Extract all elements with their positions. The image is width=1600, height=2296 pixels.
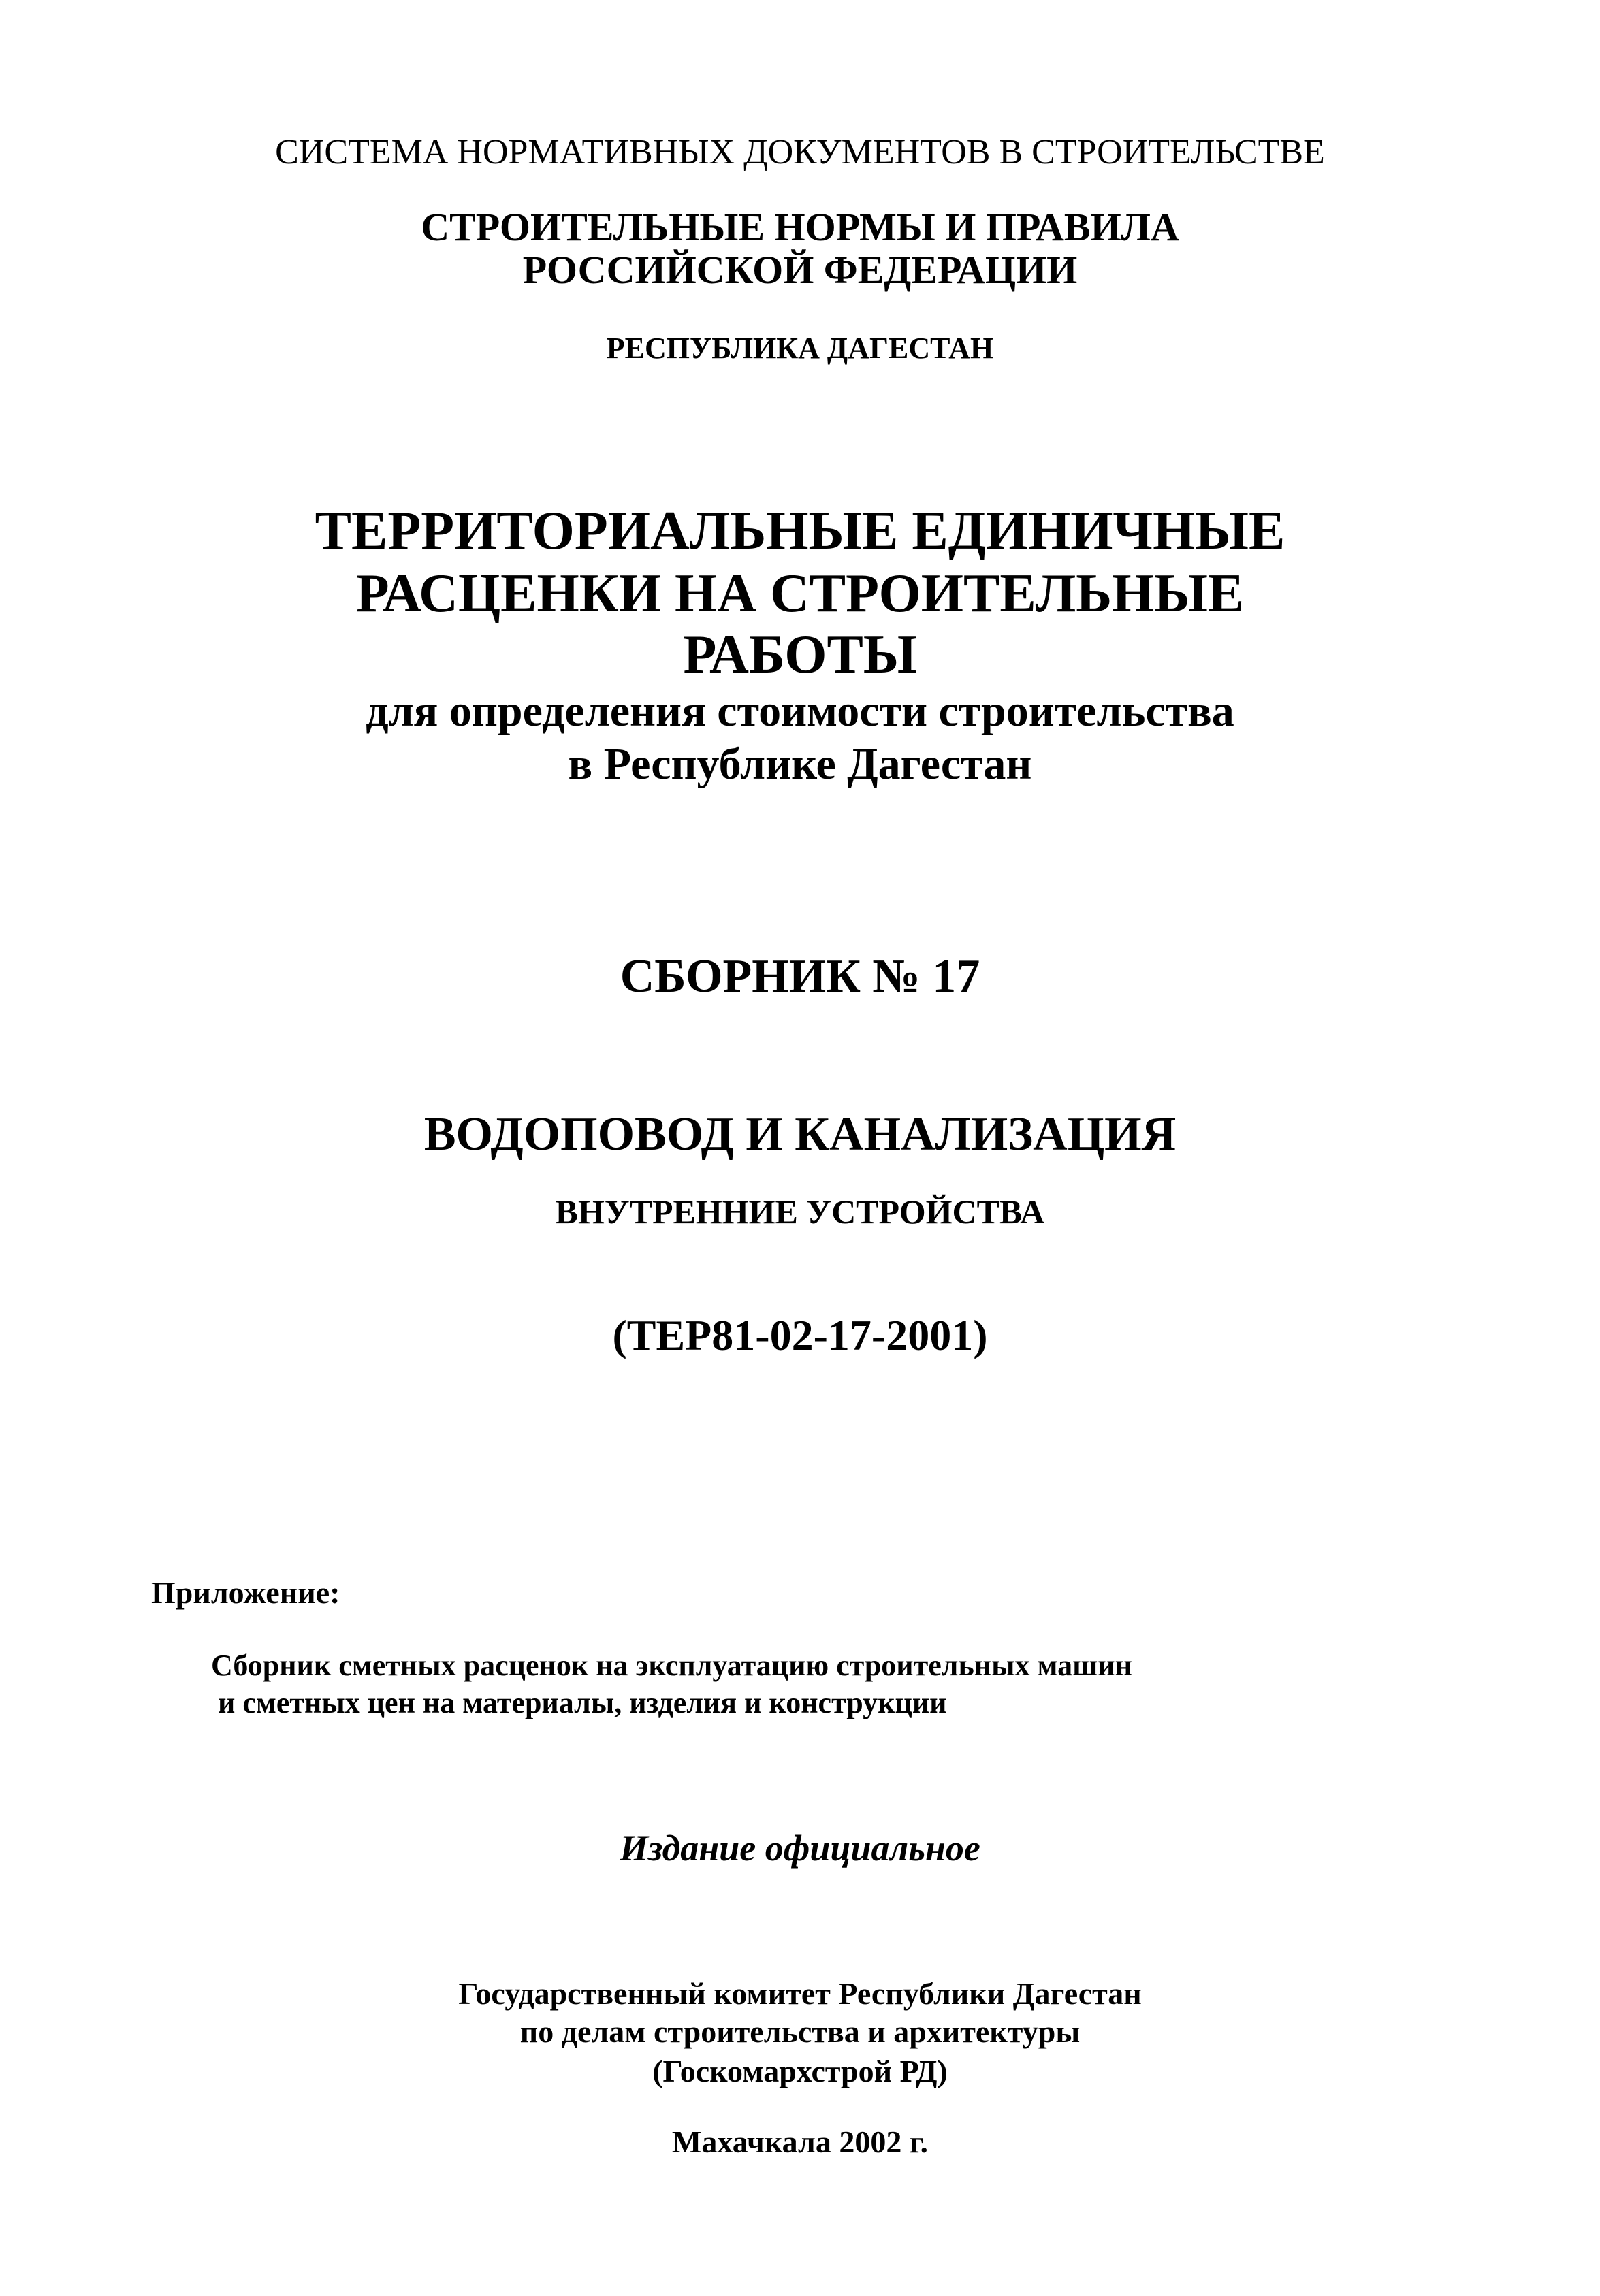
collection-name: ВОДОПОВОД И КАНАЛИЗАЦИЯ	[423, 1108, 1177, 1161]
republic-label: РЕСПУБЛИКА ДАГЕСТАН	[606, 332, 994, 365]
main-subtitle-line2: в Республике Дагестан	[568, 739, 1032, 789]
appendix-line2: и сметных цен на материалы, изделия и конструкции	[218, 1686, 947, 1719]
main-title-line3: РАБОТЫ	[683, 625, 917, 685]
norms-title-line2: РОССИЙСКОЙ ФЕДЕРАЦИИ	[522, 248, 1078, 292]
edition-label: Издание официальное	[620, 1828, 980, 1869]
imprint-city-year: Махачкала 2002 г.	[671, 2124, 929, 2159]
collection-number: СБОРНИК № 17	[620, 950, 980, 1003]
main-title-line1: ТЕРРИТОРИАЛЬНЫЕ ЕДИНИЧНЫЕ	[315, 501, 1285, 561]
publisher-line3: (Госкомархстрой РД)	[652, 2054, 948, 2088]
collection-subname: ВНУТРЕННИЕ УСТРОЙСТВА	[555, 1193, 1045, 1231]
publisher-line2: по делам строительства и архитектуры	[519, 2014, 1081, 2049]
collection-code: (ТЕР81-02-17-2001)	[612, 1311, 988, 1359]
main-subtitle-line1: для определения стоимости строительства	[366, 686, 1234, 736]
norms-title-line1: СТРОИТЕЛЬНЫЕ НОРМЫ И ПРАВИЛА	[421, 205, 1179, 249]
appendix-label: Приложение:	[151, 1575, 340, 1610]
main-title-line2: РАСЦЕНКИ НА СТРОИТЕЛЬНЫЕ	[355, 564, 1245, 624]
appendix-line1: Сборник сметных расценок на эксплуатацию строительных машин	[211, 1649, 1132, 1682]
publisher-line1: Государственный комитет Республики Дагестан	[458, 1976, 1142, 2011]
system-title: СИСТЕМА НОРМАТИВНЫХ ДОКУМЕНТОВ В СТРОИТЕЛЬСТВЕ	[275, 133, 1325, 172]
